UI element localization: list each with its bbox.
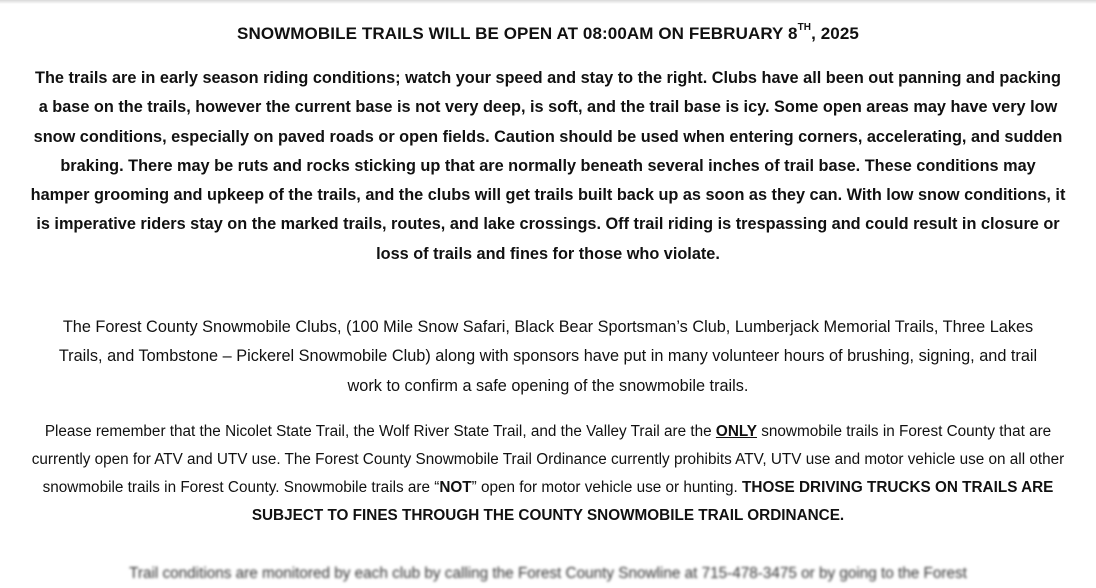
cutoff-paragraph: Trail conditions are monitored by each club by calling the Forest County Snowline at 715-478-3475 or by going to the Forest <box>129 565 967 582</box>
page-top-edge <box>0 0 1096 4</box>
not-emphasis: NOT <box>439 479 472 496</box>
headline-ordinal-suffix: TH <box>797 22 812 34</box>
trail-conditions-paragraph: The trails are in early season riding conditions; watch your speed and stay to the right. Clubs have all been out panning and packing a base on the trails, however the current base is not very deep, is soft, and the trail base is icy. Some open areas may have very low snow conditions, especially on paved roads or open fields. Caution should be used when entering corners, accelerating, and sudden braking. There may be ruts and rocks sticking up that are normally beneath several inches of trail base. These conditions may hamper grooming and upkeep of the trails, and the clubs will get trails built back up as soon as they can. With low snow conditions, it is imperative riders stay on the marked trails, routes, and lake crossings. Off trail riding is trespassing and could result in closure or loss of trails and fines for those who violate. <box>30 69 1066 263</box>
truck-fines-warning: THOSE DRIVING TRUCKS ON TRAILS ARE SUBJECT TO FINES THROUGH THE COUNTY SNOWMOBILE TRAIL ORDINANCE. <box>251 479 1054 524</box>
notice-headline <box>0 24 1096 44</box>
atv-text-part2: snowmobile trails in Forest County that are currently open for ATV and UTV use. The Forest County Snowmobile Trail Ordinance currently prohibits ATV, UTV use and motor vehicle use on all other snowmobile trails in Forest County. Snowmobile trails are “ <box>31 423 1065 496</box>
snowmobile-clubs-paragraph: The Forest County Snowmobile Clubs, (100 Mile Snow Safari, Black Bear Sportsman’s Club, Lumberjack Memorial Trails, Three Lakes Trails, and Tombstone – Pickerel Snowmobile Club) along with sponsors have put in many volunteer hours of brushing, signing, and trail work to confirm a safe opening of the snowmobile trails. <box>58 318 1038 395</box>
atv-text-part1: Please remember that the Nicolet State Trail, the Wolf River State Trail, and the Valley Trail are the <box>44 423 716 440</box>
only-emphasis: ONLY <box>715 423 758 440</box>
headline-text: SNOWMOBILE TRAILS WILL BE OPEN AT 08:00AM ON FEBRUARY 8 <box>237 24 798 43</box>
atv-text-part3: ” open for motor vehicle use or hunting. <box>471 479 743 496</box>
atv-utv-paragraph <box>30 418 1066 530</box>
headline-year: , 2025 <box>811 24 859 43</box>
